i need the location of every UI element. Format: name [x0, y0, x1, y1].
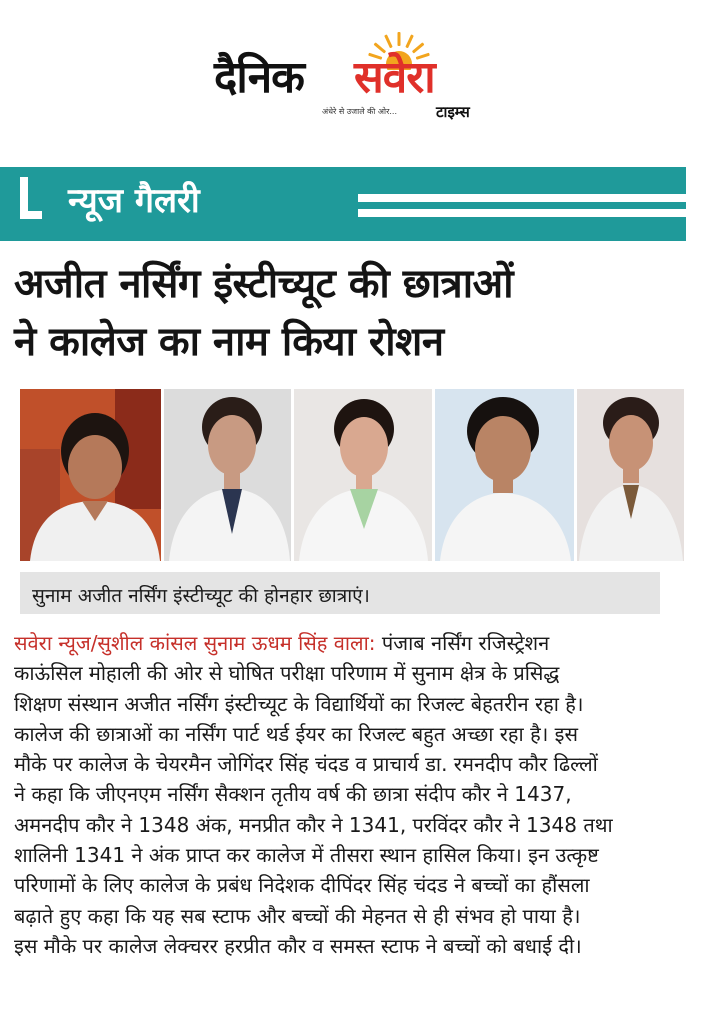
article-line-8: शालिनी 1341 ने अंक प्राप्त कर कालेज में तीसरा स्थान हासिल किया। इन उत्कृष्ट	[14, 843, 599, 868]
photo-caption: सुनाम अजीत नर्सिंग इंस्टीच्यूट की होनहार छात्राएं।	[32, 585, 370, 607]
article-line-7: अमनदीप कौर ने 1348 अंक, मनप्रीत कौर ने 1341, परविंदर कौर ने 1348 तथा	[14, 812, 613, 837]
logo-tagline: अंधेरे से उजाले की ओर...	[322, 107, 398, 116]
article-line-10: बढ़ाते हुए कहा कि यह सब स्टाफ और बच्चों की मेहनत से ही संभव हो पाया है।	[14, 903, 581, 928]
article-line-4: कालेज की छात्राओं का नर्सिंग पार्ट थर्ड ईयर का रिजल्ट बहुत अच्छा रहा है। इस	[14, 721, 578, 746]
headline-line-2: ने कालेज का नाम किया रोशन	[14, 319, 444, 365]
portrait-image	[20, 389, 161, 561]
article-line-11: इस मौके पर कालेज लेक्चरर हरप्रीत कौर व समस्त स्टाफ ने बच्चों को बधाई दी।	[14, 933, 582, 958]
student-photo-1	[20, 389, 161, 561]
headline-line-1: अजीत नर्सिंग इंस्टीच्यूट की छात्राओं	[14, 261, 513, 307]
article-byline: सवेरा न्यूज/सुशील कांसल सुनाम ऊधम सिंह वाला:	[14, 631, 376, 655]
banner-stripe-bottom	[358, 209, 686, 217]
article-line-3: शिक्षण संस्थान अजीत नर्सिंग इंस्टीच्यूट के विद्यार्थियों का रिजल्ट बेहतरीन रहा है।	[14, 691, 584, 716]
article-line-1	[14, 628, 694, 658]
article-line-2: काऊंसिल मोहाली की ओर से घोषित परीक्षा परिणाम में सुनाम क्षेत्र के प्रसिद्ध	[14, 661, 560, 686]
portrait-image	[577, 389, 684, 561]
logo-savera: सवेरा	[354, 52, 435, 103]
article-line-1-text: पंजाब नर्सिंग रजिस्ट्रेशन	[375, 631, 550, 655]
student-photo-5	[577, 389, 684, 561]
headline	[14, 255, 694, 371]
news-gallery-banner	[0, 167, 686, 241]
article-line-9: परिणामों के लिए कालेज के प्रबंध निदेशक दीपिंदर सिंह चंदड ने बच्चों का हौंसला	[14, 873, 590, 898]
student-photo-2	[164, 389, 291, 561]
section-title: न्यूज गैलरी	[68, 181, 200, 221]
newspaper-logo	[214, 26, 504, 126]
student-photo-4	[435, 389, 574, 561]
portrait-image	[294, 389, 432, 561]
article-line-6: ने कहा कि जीएनएम नर्सिंग सैक्शन तृतीय वर्ष की छात्रा संदीप कौर ने 1437,	[14, 782, 572, 807]
article-line-5: मौके पर कालेज के चेयरमैन जोगिंदर सिंह चंदड व प्राचार्य डा. रमनदीप कौर ढिल्लों	[14, 752, 598, 777]
portrait-image	[164, 389, 291, 561]
bracket-decoration-foot	[20, 211, 42, 219]
student-photo-strip	[20, 389, 684, 561]
masthead	[0, 0, 701, 150]
portrait-image	[435, 389, 574, 561]
photo-caption-box	[20, 572, 660, 614]
logo-dainik: दैनिक	[214, 52, 304, 103]
article-body	[14, 628, 694, 961]
logo-times: टाइम्स	[436, 103, 470, 121]
student-photo-3	[294, 389, 432, 561]
banner-stripe-top	[358, 194, 686, 202]
